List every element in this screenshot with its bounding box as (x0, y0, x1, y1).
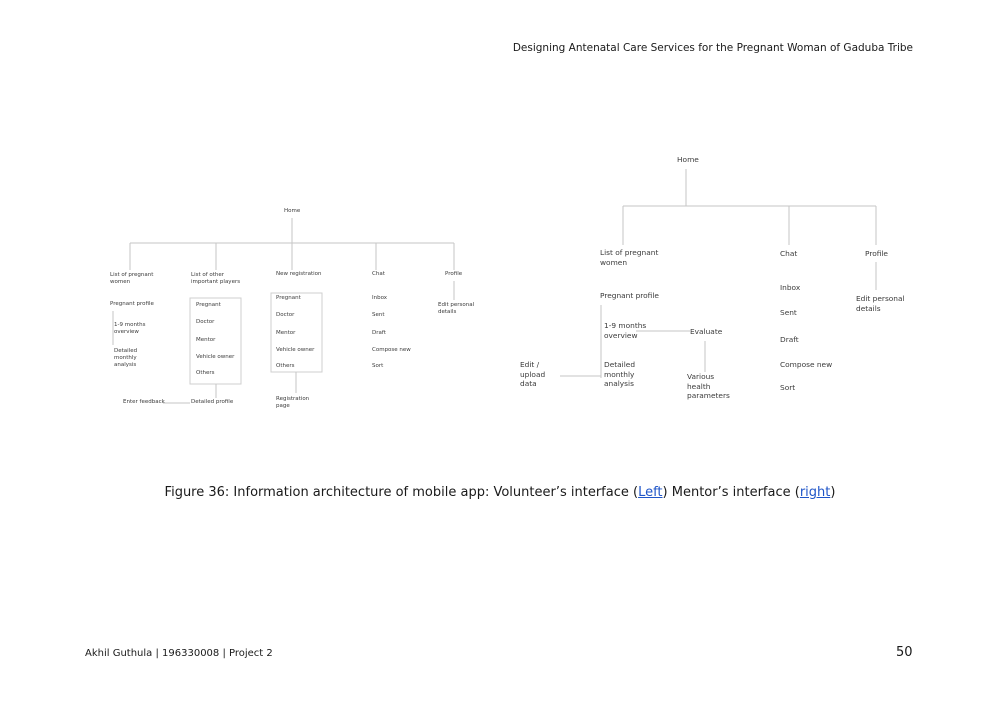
vol-months-overview: 1-9 months overview (114, 322, 146, 336)
vol-registration-item: Others (276, 363, 295, 369)
vol-chat-item: Inbox (372, 295, 388, 301)
mentor-chat-item: Inbox (780, 283, 801, 292)
vol-list-pregnant-women: List of pregnant women (110, 272, 154, 286)
vol-registration-item: Pregnant (276, 295, 301, 301)
vol-registration-item: Mentor (276, 330, 296, 336)
mentor-chat-item: Draft (780, 335, 799, 344)
vol-registration-item: Doctor (276, 312, 295, 318)
vol-chat-item: Draft (372, 330, 386, 336)
mentor-list-pregnant-women: List of pregnant women (600, 248, 659, 267)
mentor-chat-item: Sort (780, 383, 796, 392)
vol-detailed-profile: Detailed profile (191, 399, 234, 405)
mentor-profile: Profile (865, 249, 888, 258)
vol-player-item: Others (196, 370, 215, 376)
vol-enter-feedback: Enter feedback (123, 399, 165, 405)
caption-prefix: Figure 36: Information architecture of mobile app: Volunteer’s interface ( (164, 485, 639, 500)
vol-monthly-analysis: Detailed monthly analysis (114, 348, 138, 369)
vol-edit-personal-details: Edit personal details (438, 302, 475, 316)
vol-player-item: Vehicle owner (196, 354, 235, 360)
mentor-edit-upload-data: Edit / upload data (520, 360, 546, 389)
vol-registration-item: Vehicle owner (276, 347, 315, 353)
vol-home-node: Home (284, 208, 301, 214)
mentor-monthly-analysis: Detailed monthly analysis (604, 360, 636, 389)
mentor-edit-personal-details: Edit personal details (856, 294, 905, 313)
vol-registration-page: Registration page (276, 396, 310, 410)
figure-caption (0, 485, 1000, 500)
mentor-chat-item: Compose new (780, 360, 833, 369)
vol-profile: Profile (445, 271, 463, 277)
caption-left-link[interactable]: Left (638, 485, 663, 500)
vol-chat-item: Sort (372, 363, 384, 369)
vol-player-item: Mentor (196, 337, 216, 343)
mentor-chat-item: Sent (780, 308, 797, 317)
mentor-evaluate: Evaluate (690, 327, 723, 336)
page-number: 50 (896, 645, 913, 660)
vol-chat-item: Compose new (372, 347, 411, 353)
vol-player-item: Pregnant (196, 302, 221, 308)
caption-middle: ) Mentor’s interface ( (662, 485, 800, 500)
vol-chat-item: Sent (372, 312, 385, 318)
caption-right-link[interactable]: right (799, 485, 831, 500)
mentor-chat: Chat (780, 249, 798, 258)
mentor-pregnant-profile: Pregnant profile (600, 291, 659, 300)
caption-suffix: ) (830, 485, 836, 500)
mentor-home-node: Home (677, 155, 699, 164)
vol-pregnant-profile: Pregnant profile (110, 301, 154, 307)
footer-author: Akhil Guthula | 196330008 | Project 2 (85, 648, 273, 659)
vol-player-item: Doctor (196, 319, 215, 325)
vol-list-other-players: List of other important players (191, 272, 241, 286)
mentor-months-overview: 1-9 months overview (604, 321, 647, 340)
vol-chat: Chat (372, 271, 385, 277)
mentor-health-parameters: Various health parameters (687, 372, 730, 401)
running-header: Designing Antenatal Care Services for the Pregnant Woman of Gaduba Tribe (512, 42, 913, 54)
vol-new-registration: New registration (276, 271, 322, 277)
